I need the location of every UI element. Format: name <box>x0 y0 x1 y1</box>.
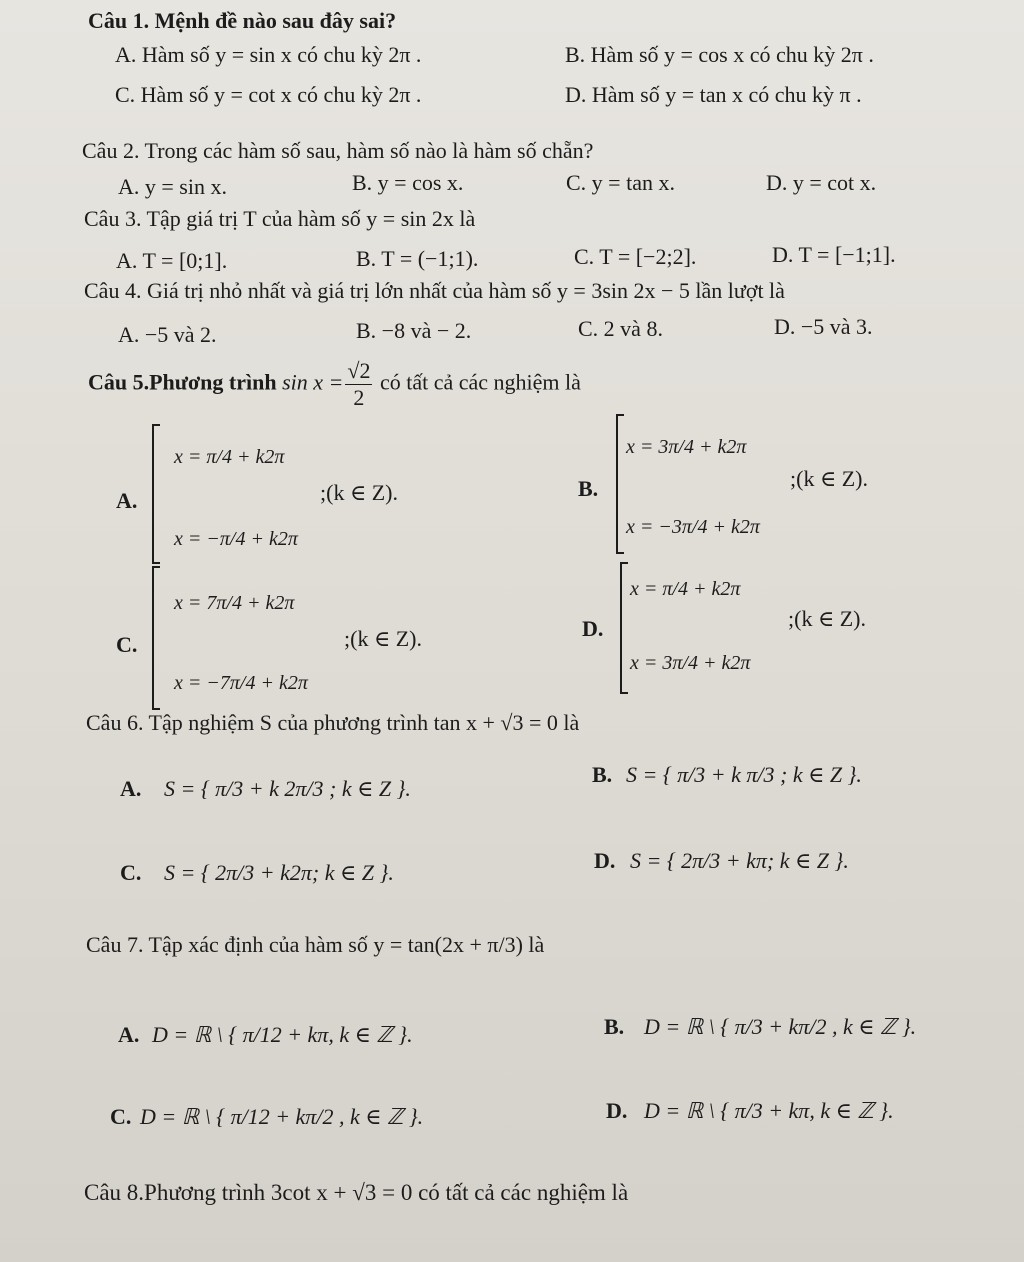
q5-a-line2: x = −π/4 + k2π <box>174 528 298 550</box>
q5-post: có tất cả các nghiệm là <box>374 369 581 395</box>
q3-option-d: D. T = [−1;1]. <box>772 242 896 267</box>
q5-b-tail: ;(k ∈ Z). <box>790 466 868 491</box>
q5-d-tail: ;(k ∈ Z). <box>788 606 866 631</box>
q5-b-label: B. <box>578 476 599 501</box>
q1-option-a: A. Hàm số y = sin x có chu kỳ 2π . <box>115 42 422 67</box>
q6-option-a: S = { π/3 + k 2π/3 ; k ∈ Z }. <box>164 776 411 801</box>
q5-d-line2: x = 3π/4 + k2π <box>630 652 751 674</box>
q5-c-label: C. <box>116 632 138 657</box>
q2-title: Câu 2. Trong các hàm số sau, hàm số nào là hàm số chẵn? <box>82 138 594 163</box>
q1-option-c: C. Hàm số y = cot x có chu kỳ 2π . <box>115 82 422 107</box>
q5-a-bracket <box>152 424 164 564</box>
q3-title: Câu 3. Tập giá trị T của hàm số y = sin 2x là <box>84 206 476 231</box>
q6-d-label: D. <box>594 848 616 873</box>
q4-option-a: A. −5 và 2. <box>118 322 217 347</box>
q7-option-b: D = ℝ \ { π/3 + kπ/2 , k ∈ ℤ }. <box>644 1014 917 1039</box>
q7-d-label: D. <box>606 1098 628 1123</box>
q6-option-c: S = { 2π/3 + k2π; k ∈ Z }. <box>164 860 394 885</box>
q2-option-b: B. y = cos x. <box>352 170 464 195</box>
q5-c-bracket <box>152 566 164 710</box>
q4-option-c: C. 2 và 8. <box>578 316 663 341</box>
q7-option-d: D = ℝ \ { π/3 + kπ, k ∈ ℤ }. <box>644 1098 894 1123</box>
q3-option-a: A. T = [0;1]. <box>116 248 228 273</box>
q7-b-label: B. <box>604 1014 625 1039</box>
q5-a-tail: ;(k ∈ Z). <box>320 480 398 505</box>
q7-option-a: D = ℝ \ { π/12 + kπ, k ∈ ℤ }. <box>152 1022 413 1047</box>
q5-c-tail: ;(k ∈ Z). <box>344 626 422 651</box>
q6-option-d: S = { 2π/3 + kπ; k ∈ Z }. <box>630 848 849 873</box>
q2-option-d: D. y = cot x. <box>766 170 877 195</box>
q5-title <box>88 358 581 411</box>
q4-title: Câu 4. Giá trị nhỏ nhất và giá trị lớn nhất của hàm số y = 3sin 2x − 5 lần lượt là <box>84 278 785 303</box>
q2-option-a: A. y = sin x. <box>118 174 227 199</box>
q5-fraction <box>345 358 372 411</box>
q7-title: Câu 7. Tập xác định của hàm số y = tan(2x + π/3) là <box>86 932 545 957</box>
q8-title: Câu 8.Phương trình 3cot x + √3 = 0 có tất cả các nghiệm là <box>84 1180 629 1205</box>
q4-option-d: D. −5 và 3. <box>774 314 873 339</box>
q1-title: Câu 1. Mệnh đề nào sau đây sai? <box>88 8 397 33</box>
q5-a-label: A. <box>116 488 138 513</box>
q1-option-d: D. Hàm số y = tan x có chu kỳ π . <box>565 82 862 107</box>
q5-denominator: 2 <box>353 385 365 410</box>
q1-option-b: B. Hàm số y = cos x có chu kỳ 2π . <box>565 42 874 67</box>
q5-c-line2: x = −7π/4 + k2π <box>174 672 308 694</box>
q7-option-c: D = ℝ \ { π/12 + kπ/2 , k ∈ ℤ }. <box>140 1104 424 1129</box>
q6-title: Câu 6. Tập nghiệm S của phương trình tan x + √3 = 0 là <box>86 710 580 735</box>
q5-label: Câu 5.Phương trình <box>88 369 283 395</box>
q7-c-label: C. <box>110 1104 132 1129</box>
q5-numerator: √2 <box>347 358 371 383</box>
q3-option-c: C. T = [−2;2]. <box>574 244 697 269</box>
q6-c-label: C. <box>120 860 142 885</box>
q5-d-label: D. <box>582 616 604 641</box>
q5-c-line1: x = 7π/4 + k2π <box>174 592 295 614</box>
q5-lhs: sin x = <box>282 369 344 395</box>
q6-option-b: S = { π/3 + k π/3 ; k ∈ Z }. <box>626 762 862 787</box>
q5-d-line1: x = π/4 + k2π <box>630 578 741 600</box>
q6-b-label: B. <box>592 762 613 787</box>
q5-b-line1: x = 3π/4 + k2π <box>626 436 747 458</box>
q5-b-line2: x = −3π/4 + k2π <box>626 516 760 538</box>
q3-option-b: B. T = (−1;1). <box>356 246 479 271</box>
q7-a-label: A. <box>118 1022 140 1047</box>
q2-option-c: C. y = tan x. <box>566 170 675 195</box>
q6-a-label: A. <box>120 776 142 801</box>
q5-a-line1: x = π/4 + k2π <box>174 446 285 468</box>
q4-option-b: B. −8 và − 2. <box>356 318 472 343</box>
